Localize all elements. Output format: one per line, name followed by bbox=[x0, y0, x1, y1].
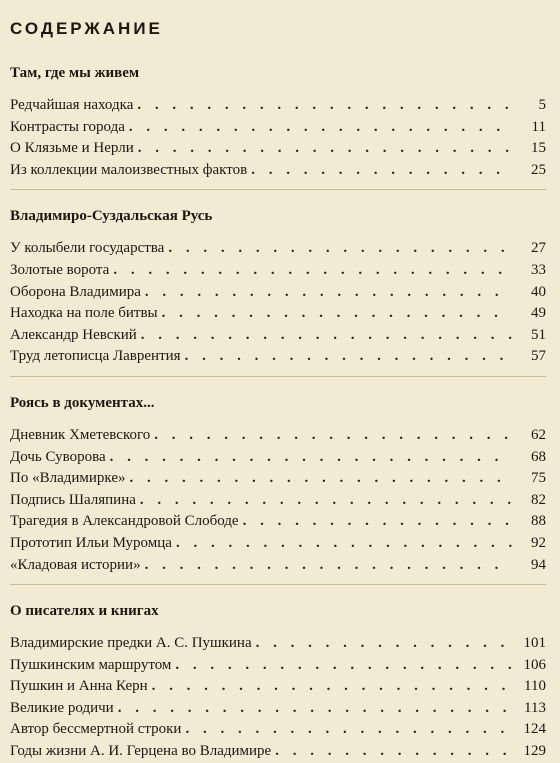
toc-entry bbox=[10, 325, 546, 347]
dot-leader bbox=[152, 676, 512, 698]
toc-entry bbox=[10, 260, 546, 282]
entry-title: Владимирские предки А. С. Пушкина bbox=[10, 635, 252, 652]
entry-title: Редчайшая находка bbox=[10, 97, 134, 113]
dot-leader bbox=[140, 490, 512, 512]
entry-title: Трагедия в Александровой Слободе bbox=[10, 513, 239, 530]
dot-leader bbox=[110, 447, 512, 469]
toc-section bbox=[10, 599, 546, 763]
page-number: 75 bbox=[531, 470, 546, 487]
dot-leader bbox=[251, 160, 512, 182]
dot-leader bbox=[113, 260, 512, 282]
page-number: 5 bbox=[538, 97, 546, 113]
entry-title: Пушкинским маршрутом bbox=[10, 656, 172, 673]
page-number: 110 bbox=[524, 678, 546, 695]
dot-leader bbox=[162, 303, 512, 325]
toc-entry bbox=[10, 346, 546, 368]
section-heading: Владимиро-Суздальская Русь bbox=[10, 208, 213, 225]
dot-leader bbox=[256, 633, 512, 655]
table-of-contents bbox=[10, 61, 546, 763]
entry-title: Дочь Суворова bbox=[10, 448, 106, 465]
page-number: 106 bbox=[523, 656, 546, 673]
page-number: 11 bbox=[531, 118, 546, 135]
dot-leader bbox=[118, 698, 512, 720]
toc-entry bbox=[10, 468, 546, 490]
entry-title: У колыбели государства bbox=[10, 240, 165, 257]
page-number: 27 bbox=[531, 240, 546, 257]
page-number: 62 bbox=[531, 426, 546, 443]
page-number: 82 bbox=[531, 491, 546, 508]
page-number: 94 bbox=[531, 556, 546, 573]
entry-title: О Клязьме и Нерли bbox=[10, 140, 134, 157]
dot-leader bbox=[243, 511, 512, 533]
dot-leader bbox=[145, 282, 512, 304]
section-heading: О писателях и книгах bbox=[10, 603, 159, 620]
toc-section bbox=[10, 61, 546, 190]
page-number: 51 bbox=[531, 326, 546, 343]
dot-leader bbox=[129, 117, 512, 139]
dot-leader bbox=[175, 655, 512, 677]
page-number: 101 bbox=[523, 635, 546, 652]
dot-leader bbox=[185, 719, 512, 741]
toc-entry bbox=[10, 117, 546, 139]
entry-title: Пушкин и Анна Керн bbox=[10, 678, 148, 695]
entry-title: По «Владимирке» bbox=[10, 470, 126, 487]
page-number: 88 bbox=[531, 513, 546, 530]
page-title: СОДЕРЖАНИЕ bbox=[10, 19, 163, 38]
dot-leader bbox=[141, 325, 512, 347]
toc-entry bbox=[10, 160, 546, 182]
page-number: 68 bbox=[531, 448, 546, 465]
section-heading: Там, где мы живем bbox=[10, 65, 140, 81]
entry-title: Прототип Ильи Муромца bbox=[10, 534, 172, 551]
dot-leader bbox=[129, 468, 512, 490]
dot-leader bbox=[168, 238, 512, 260]
toc-entry bbox=[10, 282, 546, 304]
page-number: 124 bbox=[523, 721, 546, 738]
entry-title: Дневник Хметевского bbox=[10, 426, 151, 443]
page-number: 92 bbox=[531, 534, 546, 551]
toc-entry bbox=[10, 303, 546, 325]
entry-title: Автор бессмертной строки bbox=[10, 721, 182, 738]
entry-title: «Кладовая истории» bbox=[10, 556, 141, 573]
entry-title: Подпись Шаляпина bbox=[10, 491, 136, 508]
page-number: 57 bbox=[531, 348, 546, 365]
entry-title: Из коллекции малоизвестных фактов bbox=[10, 161, 248, 178]
toc-entry bbox=[10, 555, 546, 577]
entry-title: Труд летописца Лаврентия bbox=[10, 348, 181, 365]
dot-leader bbox=[176, 533, 512, 555]
page-number: 33 bbox=[531, 261, 546, 278]
entry-title: Годы жизни А. И. Герцена во Владимире bbox=[10, 743, 272, 760]
page-number: 49 bbox=[531, 305, 546, 322]
section-divider bbox=[10, 376, 546, 377]
toc-entry bbox=[10, 490, 546, 512]
dot-leader bbox=[137, 95, 512, 117]
toc-entry bbox=[10, 741, 546, 763]
toc-entry bbox=[10, 533, 546, 555]
toc-entry bbox=[10, 138, 546, 160]
toc-entry bbox=[10, 238, 546, 260]
toc-entry bbox=[10, 655, 546, 677]
section-divider bbox=[10, 584, 546, 585]
page-number: 40 bbox=[531, 283, 546, 300]
toc-entry bbox=[10, 719, 546, 741]
toc-section bbox=[10, 391, 546, 585]
toc-entry bbox=[10, 676, 546, 698]
page-number: 15 bbox=[531, 140, 546, 157]
section-divider bbox=[10, 189, 546, 190]
dot-leader bbox=[145, 555, 512, 577]
entry-title: Александр Невский bbox=[10, 326, 137, 343]
toc-entry bbox=[10, 95, 546, 117]
section-heading: Роясь в документах... bbox=[10, 394, 155, 411]
entry-title: Оборона Владимира bbox=[10, 283, 141, 300]
dot-leader bbox=[154, 425, 512, 447]
dot-leader bbox=[138, 138, 512, 160]
page-number: 129 bbox=[523, 743, 546, 760]
toc-entry bbox=[10, 633, 546, 655]
toc-entry bbox=[10, 447, 546, 469]
entry-title: Золотые ворота bbox=[10, 261, 110, 278]
page-number: 25 bbox=[531, 161, 546, 178]
dot-leader bbox=[275, 741, 512, 763]
toc-entry bbox=[10, 425, 546, 447]
toc-entry bbox=[10, 511, 546, 533]
entry-title: Контрасты города bbox=[10, 118, 125, 135]
dot-leader bbox=[185, 346, 512, 368]
entry-title: Великие родичи bbox=[10, 699, 114, 716]
entry-title: Находка на поле битвы bbox=[10, 305, 158, 322]
toc-entry bbox=[10, 698, 546, 720]
page-number: 113 bbox=[524, 699, 546, 716]
toc-section bbox=[10, 204, 546, 377]
